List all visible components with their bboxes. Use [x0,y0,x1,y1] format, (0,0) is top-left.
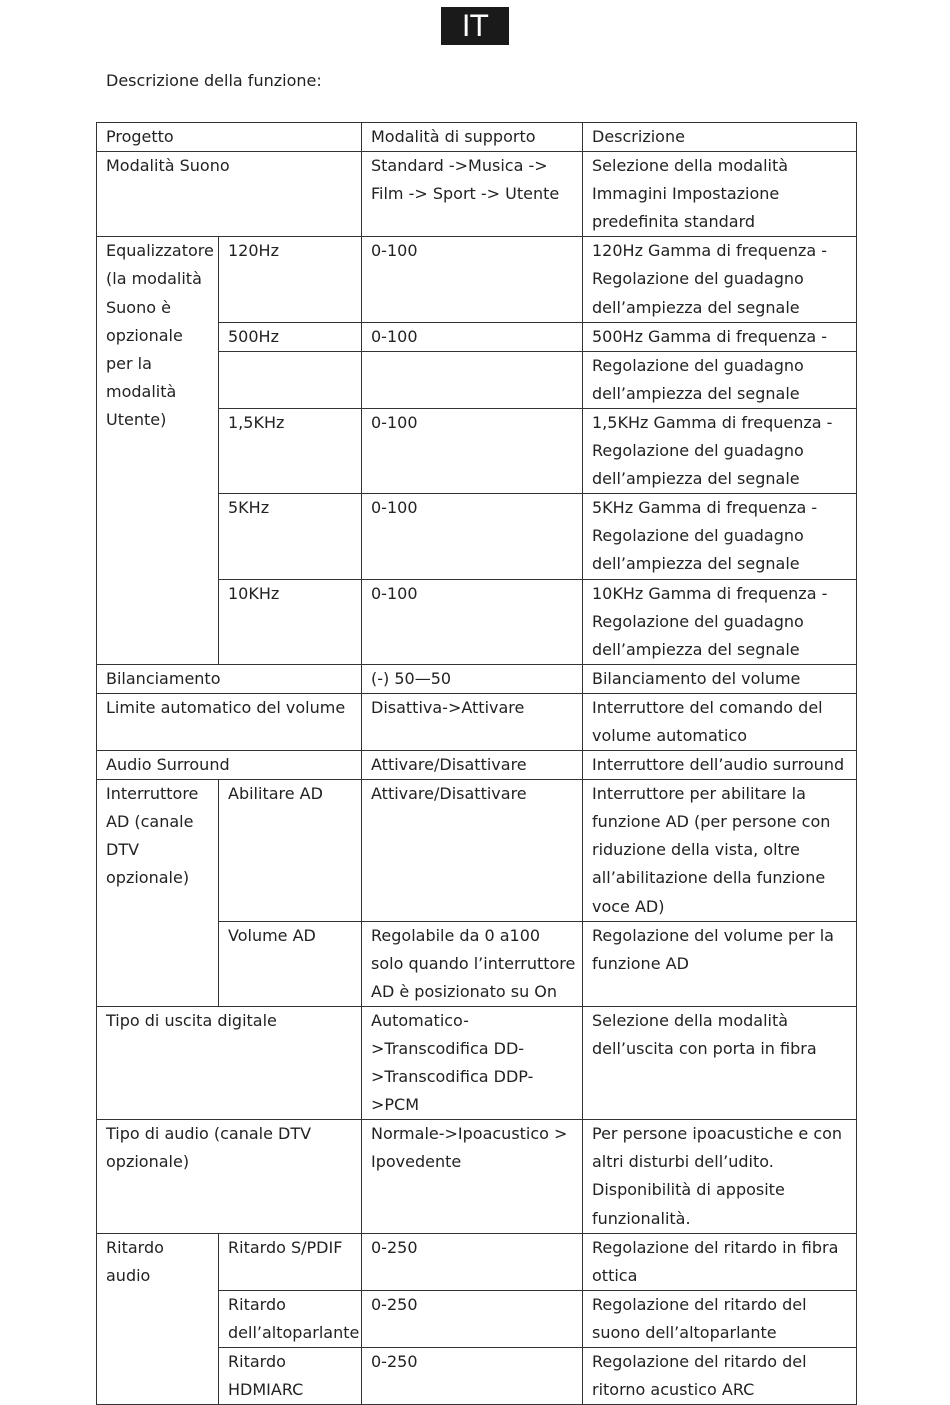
row-support: Regolabile da 0 a100 solo quando l’interruttore AD è posizionato su On [362,921,583,1006]
row-support: 0-250 [362,1290,583,1347]
row-support: 0-250 [362,1348,583,1405]
row-label-audio-delay: Ritardo audio [97,1233,219,1405]
table-row [97,751,857,780]
header-project: Progetto [97,123,362,152]
row-label: Audio Surround [97,751,362,780]
row-support: 0-100 [362,237,583,322]
row-support: Standard ->Musica -> Film -> Sport -> Utente [362,152,583,237]
row-sub-label: Abilitare AD [219,780,362,921]
row-label-equalizer: Equalizzatore (la modalità Suono è opzionale per la modalità Utente) [97,237,219,664]
table-row [97,1006,857,1119]
row-description: 120Hz Gamma di frequenza - Regolazione del guadagno dell’ampiezza del segnale [583,237,857,322]
language-badge: IT [441,7,509,45]
table-row [97,237,857,322]
row-support: (-) 50—50 [362,664,583,693]
row-support: 0-100 [362,322,583,351]
row-support: Automatico->Transcodifica DD->Transcodifica DDP->PCM [362,1006,583,1119]
row-support: Disattiva->Attivare [362,693,583,750]
table-row [97,780,857,921]
table-row [97,693,857,750]
row-support: Normale->Ipoacustico > Ipovedente [362,1120,583,1233]
row-sub-label: Ritardo S/PDIF [219,1233,362,1290]
header-description: Descrizione [583,123,857,152]
table-row [97,664,857,693]
row-description: 5KHz Gamma di frequenza - Regolazione del guadagno dell’ampiezza del segnale [583,494,857,579]
row-support: Attivare/Disattivare [362,780,583,921]
row-sub-label: 10KHz [219,579,362,664]
row-support: 0-250 [362,1233,583,1290]
row-sub-label: 120Hz [219,237,362,322]
row-description: 1,5KHz Gamma di frequenza - Regolazione del guadagno dell’ampiezza del segnale [583,408,857,493]
row-label: Modalità Suono [97,152,362,237]
row-description: Regolazione del ritardo del suono dell’altoparlante [583,1290,857,1347]
table-row [97,1233,857,1290]
row-sub-label: Ritardo HDMIARC [219,1348,362,1405]
row-description: Interruttore dell’audio surround [583,751,857,780]
row-label: Tipo di audio (canale DTV opzionale) [97,1120,362,1233]
table-header-row [97,123,857,152]
row-description: Regolazione del ritardo in fibra ottica [583,1233,857,1290]
row-support: Attivare/Disattivare [362,751,583,780]
row-sub-label: 1,5KHz [219,408,362,493]
row-description: Selezione della modalità Immagini Impostazione predefinita standard [583,152,857,237]
row-support: 0-100 [362,494,583,579]
row-description: Per persone ipoacustiche e con altri disturbi dell’udito. Disponibilità di apposite funzionalità. [583,1120,857,1233]
row-support: 0-100 [362,408,583,493]
header-support-mode: Modalità di supporto [362,123,583,152]
row-description: Regolazione del ritardo del ritorno acustico ARC [583,1348,857,1405]
row-description: Interruttore del comando del volume automatico [583,693,857,750]
table-row [97,152,857,237]
table-row [97,1120,857,1233]
row-label-ad-switch: Interruttore AD (canale DTV opzionale) [97,780,219,1007]
row-description: Interruttore per abilitare la funzione AD (per persone con riduzione della vista, oltre all’abilitazione della funzione voce AD) [583,780,857,921]
row-sub-label [219,351,362,408]
row-label: Bilanciamento [97,664,362,693]
row-sub-label: Volume AD [219,921,362,1006]
section-heading: Descrizione della funzione: [106,71,322,90]
row-description: 500Hz Gamma di frequenza - [583,322,857,351]
row-description: Regolazione del volume per la funzione AD [583,921,857,1006]
row-support: 0-100 [362,579,583,664]
row-label: Tipo di uscita digitale [97,1006,362,1119]
row-description: Selezione della modalità dell’uscita con porta in fibra [583,1006,857,1119]
row-sub-label: 5KHz [219,494,362,579]
row-description: Bilanciamento del volume [583,664,857,693]
row-label: Limite automatico del volume [97,693,362,750]
row-description: Regolazione del guadagno dell’ampiezza del segnale [583,351,857,408]
row-sub-label: Ritardo dell’altoparlante [219,1290,362,1347]
row-support [362,351,583,408]
row-description: 10KHz Gamma di frequenza - Regolazione del guadagno dell’ampiezza del segnale [583,579,857,664]
function-table [96,122,857,1405]
row-sub-label: 500Hz [219,322,362,351]
